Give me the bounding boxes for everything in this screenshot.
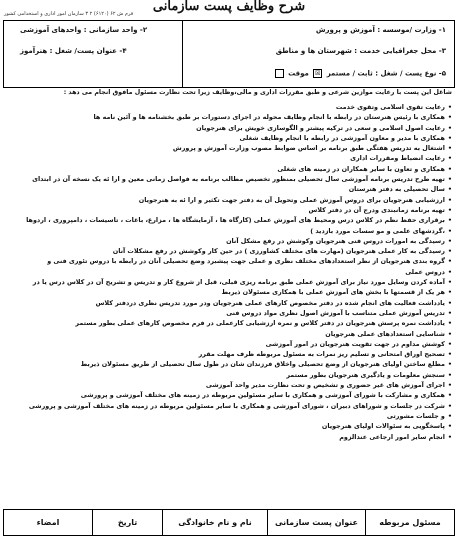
duty-text: مطلع ساختن اولیای هنرجویان از وضع تحصیلی واخلاق فرزندان شان در طول سال تحصیلی از طریق مسئولان ذیربط	[80, 360, 445, 369]
duty-item	[6, 184, 452, 194]
duty-item	[6, 298, 452, 308]
bullet-icon: •	[447, 381, 452, 390]
duty-text: تهیه طرح تدریس برنامه آموزشی سال تحصیلی بمنظور تخصیص مطالب برنامه به فواصل زمانی معین و ارا ئه یک نسخه آن در ابتدای	[32, 175, 445, 184]
bullet-icon: •	[447, 391, 452, 400]
duty-item	[6, 287, 452, 297]
duty-text: و جلسات مشورتی	[386, 411, 445, 420]
duty-item	[6, 277, 452, 287]
duty-text: رعایت تقوی اسلامی وتقوی خدمت	[335, 103, 445, 111]
duty-text: شناسایی استعدادهای عملی هنرجویان	[325, 329, 445, 338]
duty-text: رسیدگی به کار عملی هنرجویان (مهارت های مختلف کشاورزی ) در حین کار وکوشش در رفع مشکلات آنان	[112, 247, 445, 256]
duty-text: سنجش معلومات و یادگیری هنرجویان بطور مستمر	[286, 370, 445, 379]
bullet-icon: •	[447, 133, 452, 142]
duty-item	[6, 411, 452, 421]
duty-item	[6, 256, 452, 266]
bullet-icon: •	[447, 164, 452, 173]
duty-text: همکاری و مشارکت با شورای آموزشی و همکاری با سایر مسئولین مربوطه در زمینه های مختلف آموزشی و پرورشی	[80, 391, 445, 400]
post-type-field	[273, 69, 446, 78]
duty-text: همکاری با رئیس هنرستان در رابطه با انجام وظایف محوله در اجرای دستورات بر طبق بخشنامه ها و آئین نامه ها	[93, 113, 445, 122]
header-box	[3, 20, 455, 88]
bullet-icon: •	[447, 226, 452, 235]
bullet-icon: •	[447, 329, 452, 338]
duty-item	[6, 236, 452, 246]
duty-text: گروه بندی هنرجویان از نظر استعدادهای مختلف نظری و عملی جهت پیشبرد وضع تحصیلی آنان در رابطه با دروس تئوری فنی و	[47, 257, 445, 266]
duty-item	[6, 153, 452, 163]
footer-name: نام و نام خانوادگی	[162, 510, 267, 535]
bullet-icon: •	[447, 339, 452, 348]
bullet-icon: •	[447, 370, 452, 379]
duty-item	[6, 370, 452, 380]
bullet-icon: •	[447, 144, 452, 153]
duty-item	[6, 339, 452, 349]
duty-item	[6, 226, 452, 236]
duty-text: تدریس آموزش عملی متناسب با آموزش اصول نظری مواد دروس فنی	[226, 308, 445, 317]
bullet-icon: •	[447, 236, 452, 245]
duty-item	[6, 329, 452, 339]
duty-text: تصحیح اوراق امتحانی و تسلیم ریز نمرات به مسئول مربوطه ظرف مهلت مقرر	[198, 350, 445, 359]
footer-date: تاریخ	[92, 510, 162, 535]
post-type-label: ۵- نوع پست / شغل :	[375, 69, 446, 78]
duty-text: اشتغال به تدریس هفتگی طبق برنامه بر اساس ضوابط مصوب وزارت آموزش و پرورش	[172, 144, 445, 153]
duty-text: پاسخگویی به سئوالات اولیای هنرجویان	[321, 422, 445, 431]
duty-item	[6, 215, 452, 225]
duty-item	[6, 380, 452, 390]
duty-item	[6, 359, 452, 369]
bullet-icon: •	[447, 350, 452, 359]
duty-item	[6, 349, 452, 359]
duty-text: یادداشت نمره پرسش هنرجویان در دفتر کلاس و نمره ارزشیابی کارعملی در فرم مخصوص کارهای عملی بطور مستمر	[75, 319, 445, 328]
footer-signature: امضاء	[36, 518, 60, 527]
duty-item	[6, 390, 452, 400]
footer-post-title: عنوان پست سازمانی	[267, 510, 365, 535]
duty-item	[6, 246, 452, 256]
duty-text: ،گردشهای علمی و مو سسات مورد بازدید )	[310, 226, 445, 235]
bullet-icon: •	[447, 401, 452, 410]
location-field: ۳- محل جغرافیایی خدمت : شهرستان ها و مناطق	[275, 47, 446, 55]
duty-text: شرکت در جلسات و شوراهای دبیران ، شورای آموزشی و همکاری با سایر مسئولین مربوطه در زمینه های مختلف آموزشی و پرورشی	[28, 401, 445, 410]
bullet-icon: •	[447, 216, 452, 225]
ministry-field: ۱- وزارت /موسسه : آموزش و پرورش	[315, 26, 446, 34]
duty-item	[6, 174, 452, 184]
page-title: شرح وظایف پست سازمانی	[152, 0, 306, 14]
bullet-icon: •	[447, 175, 452, 184]
duty-item	[6, 267, 452, 277]
checkbox-permanent[interactable]: ☒	[315, 70, 321, 77]
bullet-icon: •	[447, 278, 452, 287]
duty-text: رعایت انضباط ومقررات اداری	[350, 154, 445, 163]
bullet-icon: •	[447, 154, 452, 163]
bullet-icon: •	[447, 319, 452, 328]
duty-item	[6, 432, 452, 442]
duty-text: اجرای آموزش های غیر حضوری و تشخیص و تحت نظارت مدیر واحد آموزشی	[205, 381, 445, 390]
duty-item	[6, 133, 452, 143]
bullet-icon: •	[447, 257, 452, 266]
signature-table	[3, 509, 455, 536]
duty-text: دروس عملی	[405, 267, 445, 276]
duty-text: همکاری با مدیر و معاون آموزشی در رابطه با انجام وظایف شغلی	[239, 133, 445, 142]
footer-responsible: مسئول مربوطه	[365, 510, 454, 535]
duty-text: انجام سایر امور ارجاعی عندالزوم	[339, 432, 445, 441]
bullet-icon: •	[447, 308, 452, 317]
bullet-icon: •	[447, 422, 452, 431]
option-temporary-label: موقت	[288, 69, 309, 78]
bullet-icon: •	[447, 360, 452, 369]
bullet-icon: •	[447, 288, 452, 297]
duty-item	[6, 123, 452, 133]
duty-item	[6, 112, 452, 122]
bullet-icon: •	[447, 185, 452, 194]
bullet-icon: •	[447, 267, 452, 276]
duty-text: برقراری حفظ نظم در کلاس درس ومحیط های آموزش عملی (کارگاه ها ، آزمایشگاه ها ، مزارع، باغات ، تاسیسات ، دامپروری ، اردوها	[26, 216, 445, 225]
bullet-icon: •	[447, 298, 452, 307]
bullet-icon: •	[447, 247, 452, 256]
bullet-icon: •	[447, 103, 452, 111]
checkbox-temporary[interactable]	[275, 69, 284, 78]
duty-text: سال تحصیلی به دفتر هنرستان	[348, 185, 445, 194]
duty-item	[6, 421, 452, 431]
header-divider	[182, 21, 183, 87]
bullet-icon: •	[447, 123, 452, 132]
duties-list	[6, 102, 452, 442]
duty-item	[6, 164, 452, 174]
duty-text: یادداشت فعالیت های انجام شده در دفتر مخصوص کارهای عملی هنرجویان ودر مورد تدریس نظری دردفتر کلاس	[95, 298, 445, 307]
duty-text: رسیدگی به امورات دروس فنی هنرجویان وکوشش در رفع مشکل آنان	[226, 236, 445, 245]
duty-item	[6, 205, 452, 215]
form-number: فرم ش ۶۲ (۶۱۲۰) ۲ ۳ سازمان امور اداری و استخدامی کشور	[4, 11, 134, 17]
duty-text: رعایت اصول اسلامی و سعی در ترکیه پیشتر و الگوسازی خویش برای هنرجویان	[196, 123, 445, 132]
duty-text: ارزشیابی هنرجویان برای دروس آموزش عملی وتحویل آن به دفتر جهت تکثیر و ارا ئه به هنرجویان	[138, 195, 445, 204]
duty-text: تهیه برنامه زمانبندی ودرج آن در دفتر کلاس	[308, 205, 445, 214]
bullet-icon: •	[447, 205, 452, 214]
intro-text: شاغل این پست با رعایت موازین شرعی و طبق مقررات اداری و مالی،وظایف زیرا تحت نظارت مسئول مافوق انجام می دهد :	[63, 89, 452, 96]
bullet-icon: •	[447, 113, 452, 122]
duty-item	[6, 318, 452, 328]
duty-text: همکاری و تعاون با سایر همکاران در زمینه های شغلی	[277, 164, 445, 173]
option-permanent-label: ثابت / مستمر	[326, 69, 373, 78]
duty-item	[6, 195, 452, 205]
duty-item	[6, 308, 452, 318]
bullet-icon: •	[447, 195, 452, 204]
bullet-icon: •	[447, 411, 452, 420]
duty-text: هر یک از قسمتها با بخش های آموزش عملی با همکاری مسئولان ذیربط	[221, 288, 445, 297]
duty-item	[6, 102, 452, 112]
duty-text: آماده کردن وسایل مورد نیاز برای آموزش عملی طبق برنامه ریزی قبلی، قبل از شروع کار و تدریس و تشریح آن در کلاس درس یا در	[32, 278, 445, 287]
bullet-icon: •	[447, 432, 452, 441]
duty-text: کوشش مداوم در جهت تقویت هنرجویان در امور آموزشی	[265, 339, 445, 348]
post-title-field: ۴- عنوان پست/ شغل : هنرآموز	[20, 47, 127, 55]
unit-field: ۲- واحد سازمانی : واحدهای آموزشی	[20, 26, 148, 34]
duty-item	[6, 401, 452, 411]
duty-item	[6, 143, 452, 153]
